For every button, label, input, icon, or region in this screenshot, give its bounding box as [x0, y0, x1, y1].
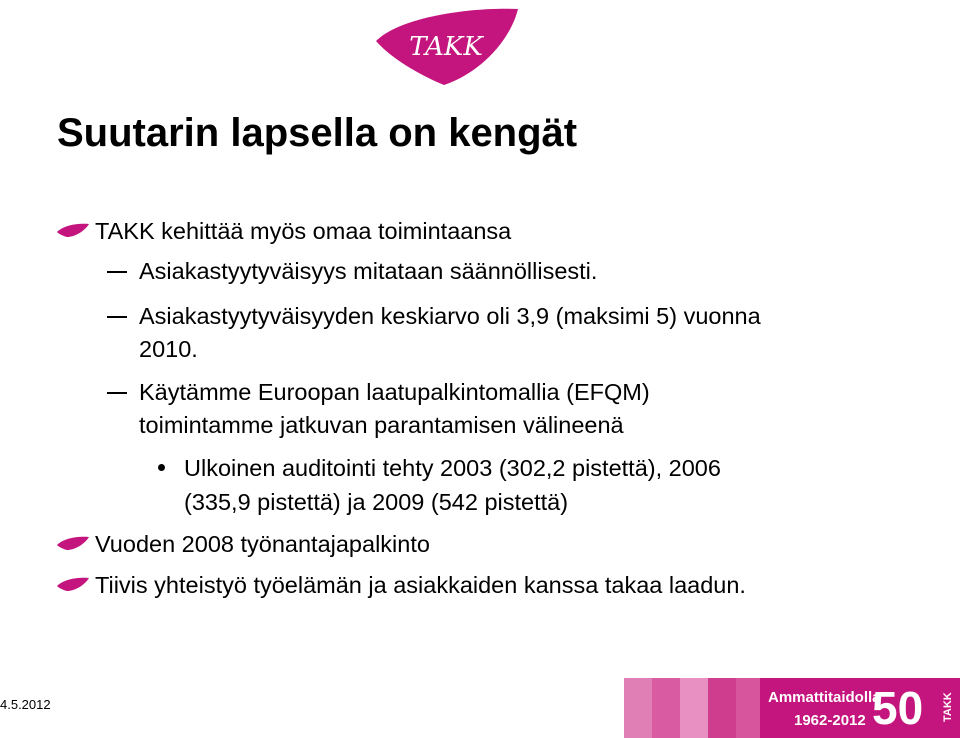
list-item-line: Tiivis yhteistyö työelämän ja asiakkaiden kanssa takaa laadun.: [95, 572, 746, 598]
list-item-line: Vuoden 2008 työnantajapalkinto: [95, 531, 430, 557]
slide-title: Suutarin lapsella on kengät: [57, 111, 578, 155]
list-item-line: TAKK kehittää myös omaa toimintaansa: [95, 218, 512, 244]
swoosh-bullet-icon: [56, 576, 90, 592]
slide-date: 4.5.2012: [0, 697, 51, 712]
dash-bullet: [107, 271, 127, 273]
anniversary-banner: [624, 678, 960, 738]
list-item-line: Käytämme Euroopan laatupalkintomallia (EFQM): [139, 379, 650, 405]
dash-bullet: [107, 316, 127, 318]
dot-bullet: [158, 464, 165, 471]
takk-logo: [370, 3, 522, 87]
swoosh-bullet-icon: [56, 222, 90, 238]
banner-number: 50: [872, 682, 924, 734]
banner-brand: TAKK: [942, 692, 954, 722]
list-item-line: (335,9 pistettä) ja 2009 (542 pistettä): [184, 489, 569, 515]
logo-text: TAKK: [409, 32, 483, 62]
list-item-line: 2010.: [139, 336, 198, 362]
list-item-line: Ulkoinen auditointi tehty 2003 (302,2 pistettä), 2006: [184, 455, 721, 481]
dash-bullet: [107, 392, 127, 394]
banner-years: 1962-2012: [794, 712, 866, 729]
list-item-line: toimintamme jatkuvan parantamisen välineenä: [139, 412, 624, 438]
list-item-line: Asiakastyytyväisyyden keskiarvo oli 3,9 (maksimi 5) vuonna: [139, 303, 761, 329]
banner-slogan: Ammattitaidolla: [768, 689, 881, 706]
swoosh-bullet-icon: [56, 535, 90, 551]
list-item-line: Asiakastyytyväisyys mitataan säännöllisesti.: [139, 258, 598, 284]
